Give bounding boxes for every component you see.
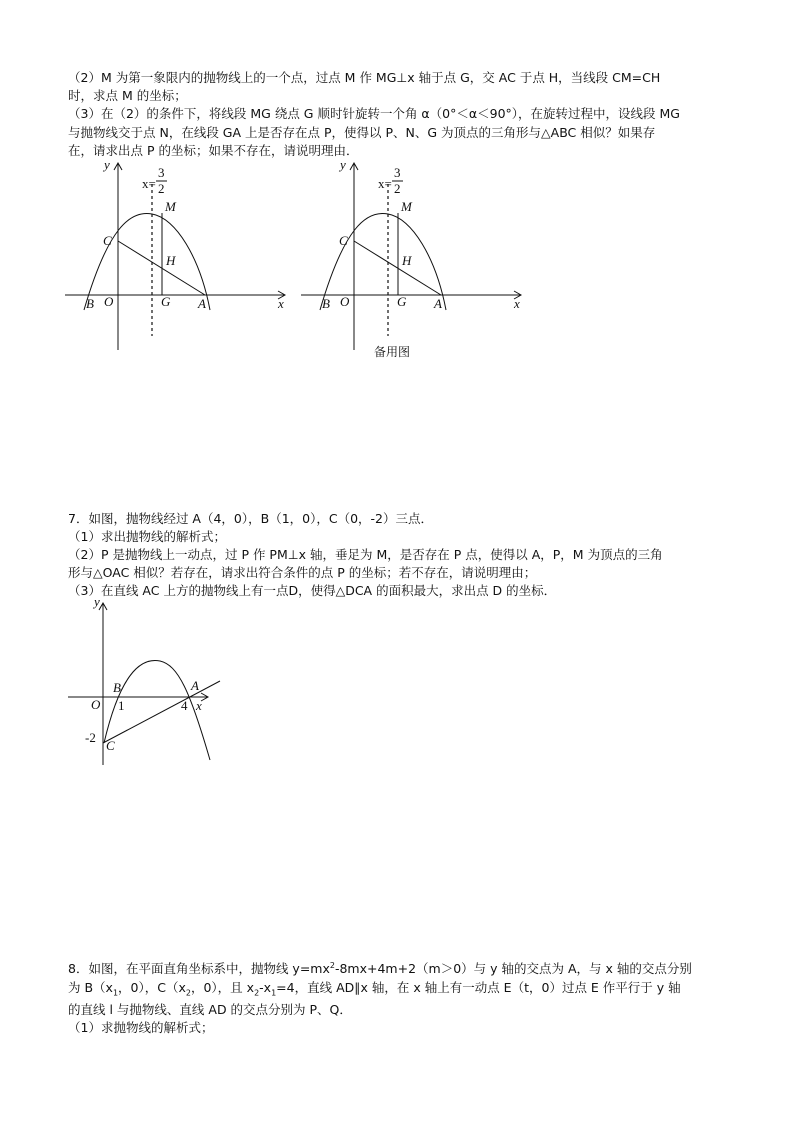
- p7-label-y: y: [94, 595, 100, 609]
- p6-label-y: y: [104, 158, 110, 172]
- p8-line2-s2: 2: [185, 988, 191, 998]
- p6b-sym-prefix: x=: [378, 176, 392, 191]
- p7-label-B: B: [113, 680, 121, 695]
- p6-q2-line1: （2）M 为第一象限内的抛物线上的一个点，过点 M 作 MG⊥x 轴于点 G，交 AC 于点 H，当线段 CM=CH: [68, 70, 661, 85]
- p8-line2-c: ，0），且 x: [190, 980, 255, 995]
- p6b-label-A: A: [434, 296, 442, 311]
- p6-q3-line1: （3）在（2）的条件下，将线段 MG 绕点 G 顺时针旋转一个角 α（0°＜α＜90°），在旋转过程中，设线段 MG: [68, 106, 680, 121]
- p7-q2-line1: （2）P 是抛物线上一动点，过 P 作 PM⊥x 轴，垂足为 M，是否存在 P 点，使得以 A，P，M 为顶点的三角: [68, 547, 663, 562]
- p7-label-A: A: [191, 678, 199, 693]
- p7-label-O: O: [91, 697, 101, 712]
- p6-figure-backup: [296, 158, 536, 358]
- p6-label-A: A: [198, 296, 206, 311]
- p6-label-C: C: [103, 233, 112, 248]
- p6-q3-line2: 与抛物线交于点 N，在线段 GA 上是否存在点 P，使得以 P、N、G 为顶点的三角形与△ABC 相似？如果存: [68, 125, 656, 140]
- p6-sym-prefix: x=: [142, 176, 156, 191]
- p7-label-x: x: [196, 698, 202, 713]
- p7-tick-1: 1: [118, 698, 125, 713]
- p6-figure-main: [60, 158, 300, 358]
- p8-line2-s1: 1: [112, 988, 119, 998]
- p6b-label-O: O: [340, 294, 350, 309]
- p6-q2-line2: 时，求点 M 的坐标；: [68, 88, 187, 103]
- p8-line2-b: ，0），C（x: [118, 980, 186, 995]
- p6-label-B: B: [86, 296, 94, 311]
- p8-q1: （1）求抛物线的解析式；: [68, 1020, 214, 1035]
- p7-tick-4: 4: [181, 698, 188, 713]
- p8-line2-s3: 2: [254, 988, 260, 998]
- p6-label-x: x: [278, 296, 284, 311]
- p7-figure: [60, 595, 230, 770]
- p6-backup-caption: 备用图: [374, 345, 411, 359]
- p7-line1: 7．如图，抛物线经过 A（4，0），B（1，0），C（0，-2）三点．: [68, 511, 434, 526]
- p8-line1-a: 8．如图，在平面直角坐标系中，抛物线 y=mx: [68, 961, 330, 977]
- p7-q3: （3）在直线 AC 上方的抛物线上有一点D，使得△DCA 的面积最大，求出点 D 的坐标．: [68, 583, 557, 598]
- p8-line1-b: -8mx+4m+2（m＞0）与 y 轴的交点为 A，与 x 轴的交点分别: [334, 961, 692, 977]
- p8-line1-sup: 2: [329, 961, 335, 970]
- p6-frac-den: 2: [158, 181, 165, 196]
- p6-frac-num: 3: [158, 165, 165, 180]
- p7-label-C: C: [106, 738, 115, 753]
- p7-q1: （1）求出抛物线的解析式；: [68, 529, 226, 544]
- p6b-label-B: B: [322, 296, 330, 311]
- p6b-label-H: H: [402, 253, 412, 268]
- p6b-label-y: y: [340, 158, 346, 172]
- p6b-frac-den: 2: [394, 181, 401, 196]
- p8-line2-d: -x: [259, 980, 272, 995]
- p6b-label-M: M: [401, 199, 412, 214]
- p6b-label-x: x: [514, 296, 520, 311]
- p8-line2: [68, 980, 681, 1002]
- p7-q2-line2: 形与△OAC 相似？若存在，请求出符合条件的点 P 的坐标；若不存在，请说明理由；: [68, 565, 537, 580]
- p6-label-M: M: [165, 199, 176, 214]
- p6-label-H: H: [166, 253, 176, 268]
- p6-label-O: O: [104, 294, 114, 309]
- p6-q3-line3: 在，请求出点 P 的坐标；如果不存在，请说明理由．: [68, 143, 359, 158]
- p6b-label-C: C: [339, 233, 348, 248]
- p8-line2-s4: 1: [271, 988, 277, 998]
- p8-line3: 的直线 l 与抛物线、直线 AD 的交点分别为 P、Q．: [68, 1002, 352, 1017]
- p6b-frac-num: 3: [394, 165, 401, 180]
- p7-tick-neg2: -2: [85, 730, 96, 745]
- p8-line1: [68, 958, 692, 977]
- p6-label-G: G: [161, 294, 171, 309]
- p6b-label-G: G: [397, 294, 407, 309]
- p8-line2-e: =4，直线 AD∥x 轴，在 x 轴上有一动点 E（t，0）过点 E 作平行于 y 轴: [276, 980, 681, 995]
- p8-line2-a: 为 B（x: [68, 980, 113, 995]
